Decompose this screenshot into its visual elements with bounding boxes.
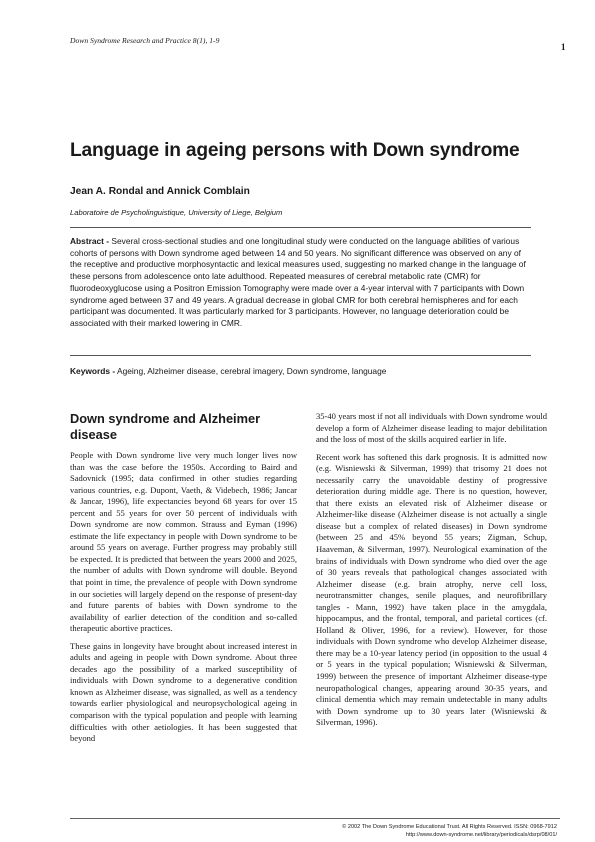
body-paragraph: 35-40 years most if not all individuals with Down syndrome would develop a form of Alzheimer disease leading to major debilitation and the loss of most of the skills acquired earlier in life.: [316, 411, 547, 445]
body-column-right: [316, 411, 547, 735]
article-title: Language in ageing persons with Down syndrome: [70, 140, 520, 161]
page-footer: [342, 823, 557, 839]
running-head: Down Syndrome Research and Practice 8(1), 1-9: [70, 36, 220, 45]
keywords-text: Ageing, Alzheimer disease, cerebral imagery, Down syndrome, language: [115, 366, 387, 376]
abstract-bottom-rule: [70, 355, 531, 356]
copyright-notice: © 2002 The Down Syndrome Educational Trust. All Rights Reserved. ISSN: 0968-7912: [342, 824, 557, 830]
article-authors: Jean A. Rondal and Annick Comblain: [70, 186, 250, 197]
abstract-label: Abstract -: [70, 236, 110, 246]
footer-rule: [70, 818, 560, 819]
abstract: [70, 236, 531, 330]
keywords: [70, 366, 531, 376]
footer-url: http://www.down-syndrome.net/library/periodicals/dsrp/08/01/: [405, 832, 557, 838]
body-paragraph: People with Down syndrome live very much longer lives now than was the case before the 1950s. According to Baird and Sadovnick (1995; data confirmed in other studies regarding various countries, e.g. Dupont, Vaeth, & Videbech, 1986; Jancar & Jancar, 1996), life expectancies beyond 68 years for over 15 percent and 55 years for over 50 percent of individuals with Down syndrome are now common. Strauss and Eyman (1996) estimate the life expectancy in people with Down syndrome to be around 55 years on average. Further progress may probably still be expected. It is predicted that between the years 2000 and 2025, the number of adults with Down syndrome will double. Beyond that point in time, the prevalence of people with Down syndrome in our societies will largely depend on the response of present-day and future parents of babies with Down syndrome to the availability of earlier detection of the condition and so-called therapeutic abortive practices.: [70, 450, 297, 634]
section-heading: Down syndrome and Alzheimer disease: [70, 411, 261, 443]
body-column-left: [70, 450, 297, 751]
abstract-top-rule: [70, 227, 531, 228]
body-paragraph: Recent work has softened this dark prognosis. It is admitted now (e.g. Wisniewski & Silverman, 1999) that trisomy 21 does not necessarily carry the unavoidable destiny of progressive deterioration during middle age. There is no question, however, that there exists an elevated risk of Alzheimer disease or Alzheimer-like disease (Alzheimer disease is not actually a single disease but a complex of related diseases) in Down syndrome (between 25 and 45% beyond 55 years; Zigman, Schup, Haaveman, & Silverman, 1997). Neurological examination of the brains of individuals with Down syndrome who died over the age of 30 years reveals that pathological changes associated with Alzheimer disease (e.g. brain atrophy, nerve cell loss, neurotransmitter changes, senile plaques, and neurofibrillary tangles - Mann, 1992) have taken place in the amygdala, hippocampus, and the frontal, temporal, and parietal cortices (cf. Holland & Oliver, 1996, for a review). However, for those individuals with Down syndrome who develop Alzheimer disease, there may be a 10-year latency period (in opposition to the usual 4 or 5 years in the typical population; Wisniewski & Silverman, 1999) between the presence of important Alzheimer disease-type neuropathological changes, appearing around 30-35 years, and clinical dementia which may remain undetectable in many adults with Down syndrome up to 30 years later (Wisniewski & Silverman, 1996).: [316, 451, 547, 728]
keywords-label: Keywords -: [70, 366, 116, 376]
abstract-text: Several cross-sectional studies and one longitudinal study were conducted on the language abilities of various cohorts of persons with Down syndrome aged between 14 and 50 years. No significant difference was observed on any of the receptive and productive morphosyntactic and lexical measures used, suggesting no marked change in the language of these persons from adolescence onto late adulthood. Repeated measures of cerebral metabolic rate (CMR) for fluorodeoxyglucose using a Positron Emission Tomography were made over a 4-year interval with 7 participants with Down syndrome aged between 37 and 49 years. A gradual decrease in global CMR for both cerebral hemispheres and for each participant was documented. It was particularly marked for 3 participants. However, no language deterioration could be associated with their marked lowering in CMR.: [70, 236, 526, 328]
author-affiliation: Laboratoire de Psycholinguistique, University of Liege, Belgium: [70, 208, 283, 217]
body-paragraph: These gains in longevity have brought about increased interest in adults and ageing in people with Down syndrome. About three decades ago the possibility of a marked susceptibility of individuals with Down syndrome to a degenerative condition known as Alzheimer disease, was signalled, as well as a tendency towards earlier physiological and neuropsychological ageing in comparison with the typical population and people with learning difficulties with other aetiologies. It has been suggested that beyond: [70, 640, 297, 744]
page-number: 1: [561, 42, 566, 52]
